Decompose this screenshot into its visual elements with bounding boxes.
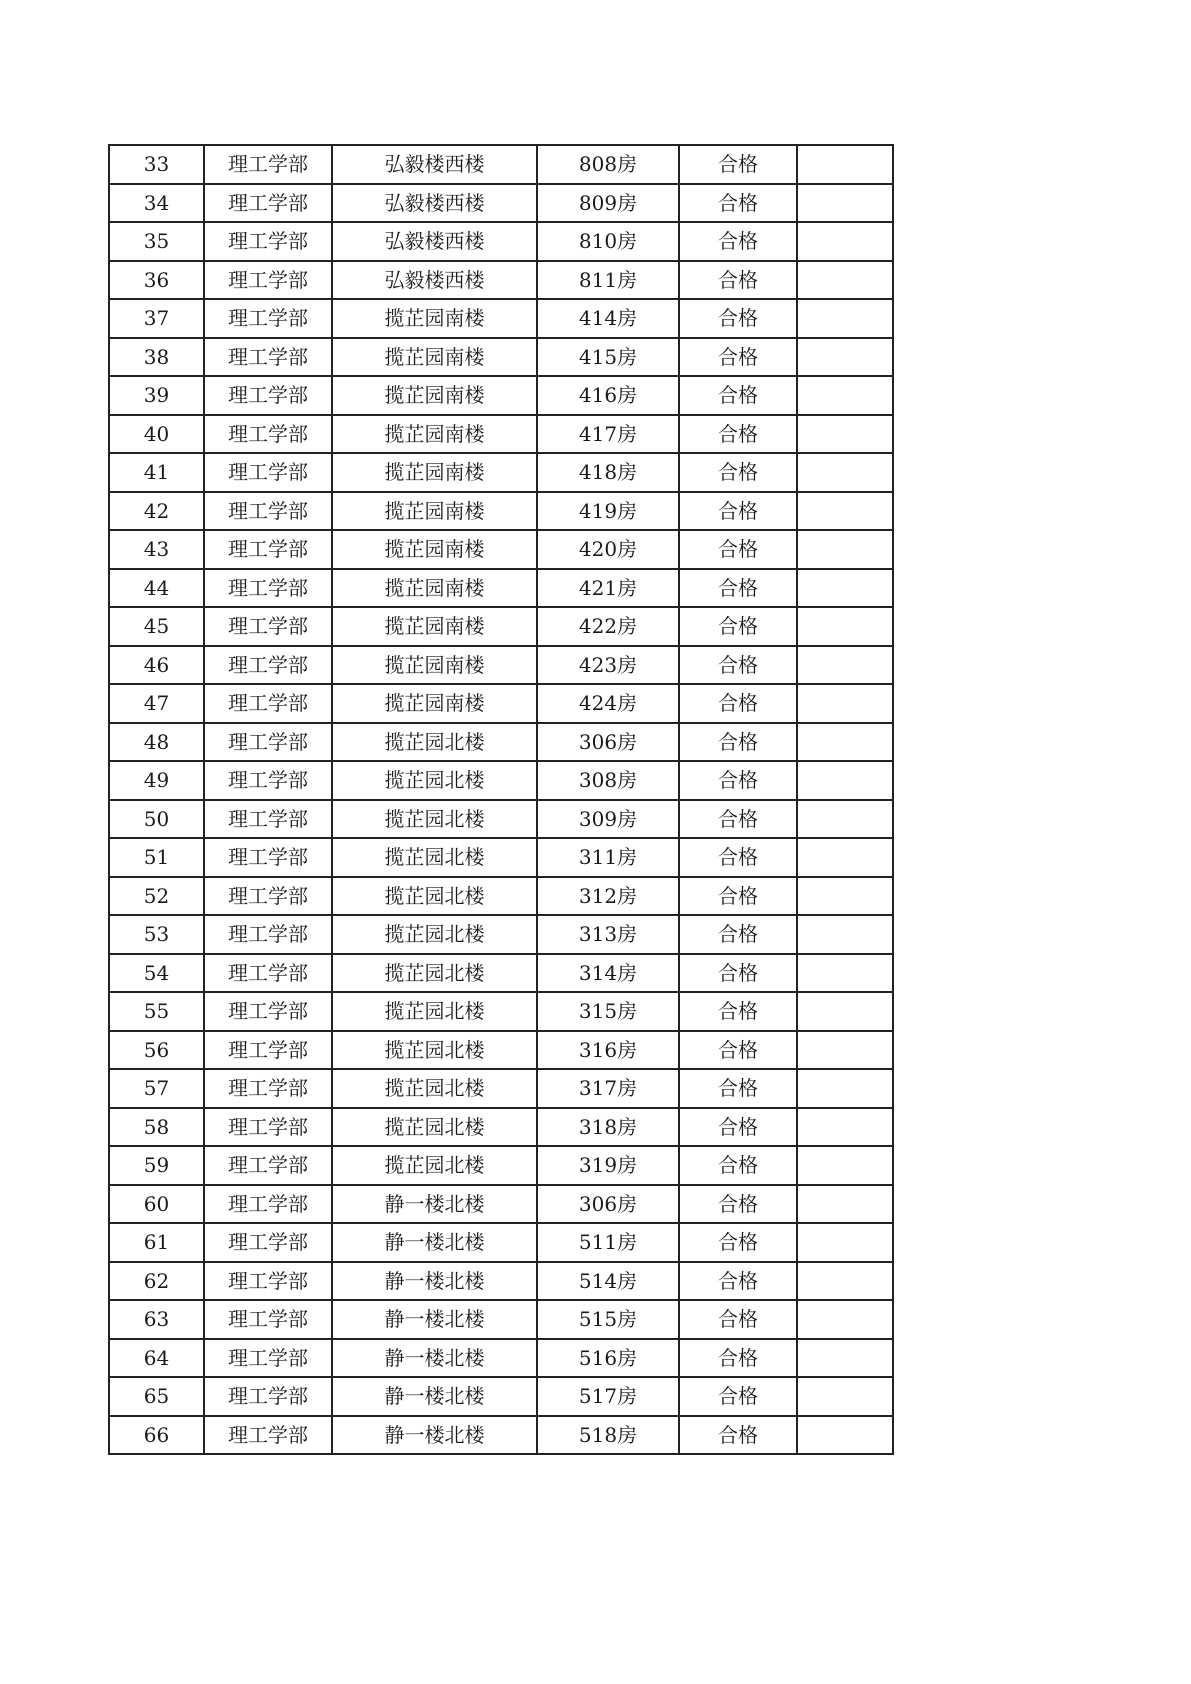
department-cell: 理工学部 bbox=[204, 1031, 332, 1070]
result-cell: 合格 bbox=[679, 1223, 797, 1262]
note-cell bbox=[797, 1339, 893, 1378]
note-cell bbox=[797, 222, 893, 261]
room-cell: 420房 bbox=[537, 530, 679, 569]
department-cell: 理工学部 bbox=[204, 530, 332, 569]
room-cell: 317房 bbox=[537, 1069, 679, 1108]
table-row bbox=[109, 954, 893, 993]
note-cell bbox=[797, 761, 893, 800]
note-cell bbox=[797, 569, 893, 608]
result-cell: 合格 bbox=[679, 338, 797, 377]
row-number-cell: 35 bbox=[109, 222, 204, 261]
note-cell bbox=[797, 1069, 893, 1108]
result-cell: 合格 bbox=[679, 992, 797, 1031]
row-number-cell: 60 bbox=[109, 1185, 204, 1224]
note-cell bbox=[797, 184, 893, 223]
building-cell: 静一楼北楼 bbox=[332, 1223, 537, 1262]
room-cell: 809房 bbox=[537, 184, 679, 223]
table-row bbox=[109, 646, 893, 685]
result-cell: 合格 bbox=[679, 1262, 797, 1301]
department-cell: 理工学部 bbox=[204, 492, 332, 531]
department-cell: 理工学部 bbox=[204, 261, 332, 300]
building-cell: 静一楼北楼 bbox=[332, 1339, 537, 1378]
table-row bbox=[109, 1223, 893, 1262]
table-row bbox=[109, 877, 893, 916]
table-row bbox=[109, 1108, 893, 1147]
note-cell bbox=[797, 607, 893, 646]
note-cell bbox=[797, 877, 893, 916]
department-cell: 理工学部 bbox=[204, 376, 332, 415]
room-cell: 418房 bbox=[537, 453, 679, 492]
row-number-cell: 34 bbox=[109, 184, 204, 223]
building-cell: 揽芷园北楼 bbox=[332, 761, 537, 800]
row-number-cell: 39 bbox=[109, 376, 204, 415]
department-cell: 理工学部 bbox=[204, 1185, 332, 1224]
note-cell bbox=[797, 338, 893, 377]
building-cell: 弘毅楼西楼 bbox=[332, 261, 537, 300]
table-row bbox=[109, 338, 893, 377]
row-number-cell: 49 bbox=[109, 761, 204, 800]
table-row bbox=[109, 723, 893, 762]
building-cell: 揽芷园北楼 bbox=[332, 1069, 537, 1108]
table-row bbox=[109, 1262, 893, 1301]
building-cell: 静一楼北楼 bbox=[332, 1185, 537, 1224]
note-cell bbox=[797, 1416, 893, 1455]
table-row bbox=[109, 1300, 893, 1339]
result-cell: 合格 bbox=[679, 1031, 797, 1070]
note-cell bbox=[797, 954, 893, 993]
result-cell: 合格 bbox=[679, 376, 797, 415]
row-number-cell: 55 bbox=[109, 992, 204, 1031]
department-cell: 理工学部 bbox=[204, 1416, 332, 1455]
result-cell: 合格 bbox=[679, 1377, 797, 1416]
table-row bbox=[109, 1377, 893, 1416]
table-row bbox=[109, 684, 893, 723]
room-cell: 515房 bbox=[537, 1300, 679, 1339]
room-cell: 518房 bbox=[537, 1416, 679, 1455]
building-cell: 揽芷园北楼 bbox=[332, 800, 537, 839]
table-row bbox=[109, 145, 893, 184]
row-number-cell: 66 bbox=[109, 1416, 204, 1455]
row-number-cell: 48 bbox=[109, 723, 204, 762]
result-cell: 合格 bbox=[679, 915, 797, 954]
room-cell: 810房 bbox=[537, 222, 679, 261]
building-cell: 揽芷园北楼 bbox=[332, 1108, 537, 1147]
department-cell: 理工学部 bbox=[204, 877, 332, 916]
result-cell: 合格 bbox=[679, 1069, 797, 1108]
row-number-cell: 65 bbox=[109, 1377, 204, 1416]
table-row bbox=[109, 1146, 893, 1185]
room-cell: 422房 bbox=[537, 607, 679, 646]
result-cell: 合格 bbox=[679, 1108, 797, 1147]
department-cell: 理工学部 bbox=[204, 1223, 332, 1262]
department-cell: 理工学部 bbox=[204, 1339, 332, 1378]
department-cell: 理工学部 bbox=[204, 222, 332, 261]
note-cell bbox=[797, 1377, 893, 1416]
department-cell: 理工学部 bbox=[204, 838, 332, 877]
inspection-table bbox=[108, 144, 894, 1455]
note-cell bbox=[797, 646, 893, 685]
room-cell: 315房 bbox=[537, 992, 679, 1031]
row-number-cell: 41 bbox=[109, 453, 204, 492]
room-cell: 311房 bbox=[537, 838, 679, 877]
table-row bbox=[109, 530, 893, 569]
result-cell: 合格 bbox=[679, 607, 797, 646]
department-cell: 理工学部 bbox=[204, 1300, 332, 1339]
result-cell: 合格 bbox=[679, 299, 797, 338]
department-cell: 理工学部 bbox=[204, 184, 332, 223]
room-cell: 313房 bbox=[537, 915, 679, 954]
note-cell bbox=[797, 1108, 893, 1147]
department-cell: 理工学部 bbox=[204, 992, 332, 1031]
table-body bbox=[109, 145, 893, 1454]
result-cell: 合格 bbox=[679, 877, 797, 916]
row-number-cell: 58 bbox=[109, 1108, 204, 1147]
department-cell: 理工学部 bbox=[204, 569, 332, 608]
result-cell: 合格 bbox=[679, 684, 797, 723]
room-cell: 514房 bbox=[537, 1262, 679, 1301]
note-cell bbox=[797, 261, 893, 300]
result-cell: 合格 bbox=[679, 761, 797, 800]
room-cell: 811房 bbox=[537, 261, 679, 300]
row-number-cell: 33 bbox=[109, 145, 204, 184]
room-cell: 424房 bbox=[537, 684, 679, 723]
result-cell: 合格 bbox=[679, 646, 797, 685]
result-cell: 合格 bbox=[679, 800, 797, 839]
building-cell: 揽芷园北楼 bbox=[332, 877, 537, 916]
department-cell: 理工学部 bbox=[204, 800, 332, 839]
row-number-cell: 56 bbox=[109, 1031, 204, 1070]
row-number-cell: 54 bbox=[109, 954, 204, 993]
room-cell: 306房 bbox=[537, 1185, 679, 1224]
building-cell: 揽芷园北楼 bbox=[332, 1146, 537, 1185]
building-cell: 揽芷园南楼 bbox=[332, 530, 537, 569]
note-cell bbox=[797, 1300, 893, 1339]
row-number-cell: 52 bbox=[109, 877, 204, 916]
building-cell: 揽芷园北楼 bbox=[332, 954, 537, 993]
building-cell: 揽芷园北楼 bbox=[332, 838, 537, 877]
note-cell bbox=[797, 684, 893, 723]
room-cell: 306房 bbox=[537, 723, 679, 762]
note-cell bbox=[797, 415, 893, 454]
table-row bbox=[109, 569, 893, 608]
note-cell bbox=[797, 1185, 893, 1224]
note-cell bbox=[797, 376, 893, 415]
building-cell: 揽芷园南楼 bbox=[332, 453, 537, 492]
table-row bbox=[109, 261, 893, 300]
building-cell: 揽芷园南楼 bbox=[332, 415, 537, 454]
room-cell: 421房 bbox=[537, 569, 679, 608]
row-number-cell: 43 bbox=[109, 530, 204, 569]
building-cell: 揽芷园北楼 bbox=[332, 915, 537, 954]
note-cell bbox=[797, 1031, 893, 1070]
note-cell bbox=[797, 800, 893, 839]
note-cell bbox=[797, 1146, 893, 1185]
department-cell: 理工学部 bbox=[204, 1069, 332, 1108]
department-cell: 理工学部 bbox=[204, 954, 332, 993]
room-cell: 808房 bbox=[537, 145, 679, 184]
building-cell: 揽芷园北楼 bbox=[332, 1031, 537, 1070]
room-cell: 419房 bbox=[537, 492, 679, 531]
building-cell: 静一楼北楼 bbox=[332, 1262, 537, 1301]
building-cell: 揽芷园北楼 bbox=[332, 723, 537, 762]
table-row bbox=[109, 607, 893, 646]
building-cell: 揽芷园南楼 bbox=[332, 338, 537, 377]
room-cell: 516房 bbox=[537, 1339, 679, 1378]
building-cell: 弘毅楼西楼 bbox=[332, 222, 537, 261]
note-cell bbox=[797, 1262, 893, 1301]
note-cell bbox=[797, 723, 893, 762]
department-cell: 理工学部 bbox=[204, 684, 332, 723]
result-cell: 合格 bbox=[679, 838, 797, 877]
table-row bbox=[109, 222, 893, 261]
row-number-cell: 51 bbox=[109, 838, 204, 877]
room-cell: 414房 bbox=[537, 299, 679, 338]
row-number-cell: 38 bbox=[109, 338, 204, 377]
result-cell: 合格 bbox=[679, 222, 797, 261]
building-cell: 揽芷园南楼 bbox=[332, 646, 537, 685]
row-number-cell: 62 bbox=[109, 1262, 204, 1301]
note-cell bbox=[797, 992, 893, 1031]
row-number-cell: 36 bbox=[109, 261, 204, 300]
table-row bbox=[109, 1069, 893, 1108]
department-cell: 理工学部 bbox=[204, 299, 332, 338]
building-cell: 静一楼北楼 bbox=[332, 1416, 537, 1455]
department-cell: 理工学部 bbox=[204, 338, 332, 377]
building-cell: 揽芷园南楼 bbox=[332, 569, 537, 608]
row-number-cell: 44 bbox=[109, 569, 204, 608]
result-cell: 合格 bbox=[679, 492, 797, 531]
room-cell: 309房 bbox=[537, 800, 679, 839]
room-cell: 318房 bbox=[537, 1108, 679, 1147]
row-number-cell: 59 bbox=[109, 1146, 204, 1185]
table-row bbox=[109, 992, 893, 1031]
department-cell: 理工学部 bbox=[204, 915, 332, 954]
note-cell bbox=[797, 530, 893, 569]
building-cell: 揽芷园北楼 bbox=[332, 992, 537, 1031]
table-row bbox=[109, 492, 893, 531]
building-cell: 揽芷园南楼 bbox=[332, 376, 537, 415]
result-cell: 合格 bbox=[679, 145, 797, 184]
table-row bbox=[109, 453, 893, 492]
note-cell bbox=[797, 838, 893, 877]
table-row bbox=[109, 838, 893, 877]
department-cell: 理工学部 bbox=[204, 646, 332, 685]
building-cell: 弘毅楼西楼 bbox=[332, 145, 537, 184]
note-cell bbox=[797, 453, 893, 492]
department-cell: 理工学部 bbox=[204, 145, 332, 184]
table-row bbox=[109, 415, 893, 454]
result-cell: 合格 bbox=[679, 1339, 797, 1378]
room-cell: 415房 bbox=[537, 338, 679, 377]
row-number-cell: 45 bbox=[109, 607, 204, 646]
row-number-cell: 53 bbox=[109, 915, 204, 954]
table-row bbox=[109, 800, 893, 839]
row-number-cell: 50 bbox=[109, 800, 204, 839]
row-number-cell: 64 bbox=[109, 1339, 204, 1378]
result-cell: 合格 bbox=[679, 261, 797, 300]
note-cell bbox=[797, 492, 893, 531]
department-cell: 理工学部 bbox=[204, 1108, 332, 1147]
result-cell: 合格 bbox=[679, 184, 797, 223]
room-cell: 517房 bbox=[537, 1377, 679, 1416]
room-cell: 312房 bbox=[537, 877, 679, 916]
room-cell: 316房 bbox=[537, 1031, 679, 1070]
row-number-cell: 46 bbox=[109, 646, 204, 685]
table-row bbox=[109, 1339, 893, 1378]
building-cell: 揽芷园南楼 bbox=[332, 492, 537, 531]
note-cell bbox=[797, 299, 893, 338]
building-cell: 揽芷园南楼 bbox=[332, 299, 537, 338]
building-cell: 弘毅楼西楼 bbox=[332, 184, 537, 223]
department-cell: 理工学部 bbox=[204, 1262, 332, 1301]
result-cell: 合格 bbox=[679, 723, 797, 762]
building-cell: 静一楼北楼 bbox=[332, 1377, 537, 1416]
room-cell: 416房 bbox=[537, 376, 679, 415]
result-cell: 合格 bbox=[679, 415, 797, 454]
result-cell: 合格 bbox=[679, 954, 797, 993]
row-number-cell: 57 bbox=[109, 1069, 204, 1108]
note-cell bbox=[797, 915, 893, 954]
department-cell: 理工学部 bbox=[204, 1146, 332, 1185]
table-row bbox=[109, 1416, 893, 1455]
building-cell: 揽芷园南楼 bbox=[332, 684, 537, 723]
row-number-cell: 37 bbox=[109, 299, 204, 338]
result-cell: 合格 bbox=[679, 1185, 797, 1224]
result-cell: 合格 bbox=[679, 453, 797, 492]
table-row bbox=[109, 299, 893, 338]
department-cell: 理工学部 bbox=[204, 453, 332, 492]
department-cell: 理工学部 bbox=[204, 761, 332, 800]
note-cell bbox=[797, 1223, 893, 1262]
department-cell: 理工学部 bbox=[204, 415, 332, 454]
room-cell: 314房 bbox=[537, 954, 679, 993]
row-number-cell: 47 bbox=[109, 684, 204, 723]
row-number-cell: 61 bbox=[109, 1223, 204, 1262]
room-cell: 308房 bbox=[537, 761, 679, 800]
room-cell: 423房 bbox=[537, 646, 679, 685]
table-row bbox=[109, 376, 893, 415]
room-cell: 511房 bbox=[537, 1223, 679, 1262]
row-number-cell: 40 bbox=[109, 415, 204, 454]
note-cell bbox=[797, 145, 893, 184]
department-cell: 理工学部 bbox=[204, 607, 332, 646]
department-cell: 理工学部 bbox=[204, 723, 332, 762]
department-cell: 理工学部 bbox=[204, 1377, 332, 1416]
room-cell: 417房 bbox=[537, 415, 679, 454]
table-row bbox=[109, 1031, 893, 1070]
table-row bbox=[109, 184, 893, 223]
building-cell: 静一楼北楼 bbox=[332, 1300, 537, 1339]
building-cell: 揽芷园南楼 bbox=[332, 607, 537, 646]
result-cell: 合格 bbox=[679, 530, 797, 569]
row-number-cell: 63 bbox=[109, 1300, 204, 1339]
result-cell: 合格 bbox=[679, 1146, 797, 1185]
result-cell: 合格 bbox=[679, 569, 797, 608]
table-row bbox=[109, 1185, 893, 1224]
table-row bbox=[109, 915, 893, 954]
row-number-cell: 42 bbox=[109, 492, 204, 531]
room-cell: 319房 bbox=[537, 1146, 679, 1185]
result-cell: 合格 bbox=[679, 1416, 797, 1455]
table-row bbox=[109, 761, 893, 800]
result-cell: 合格 bbox=[679, 1300, 797, 1339]
